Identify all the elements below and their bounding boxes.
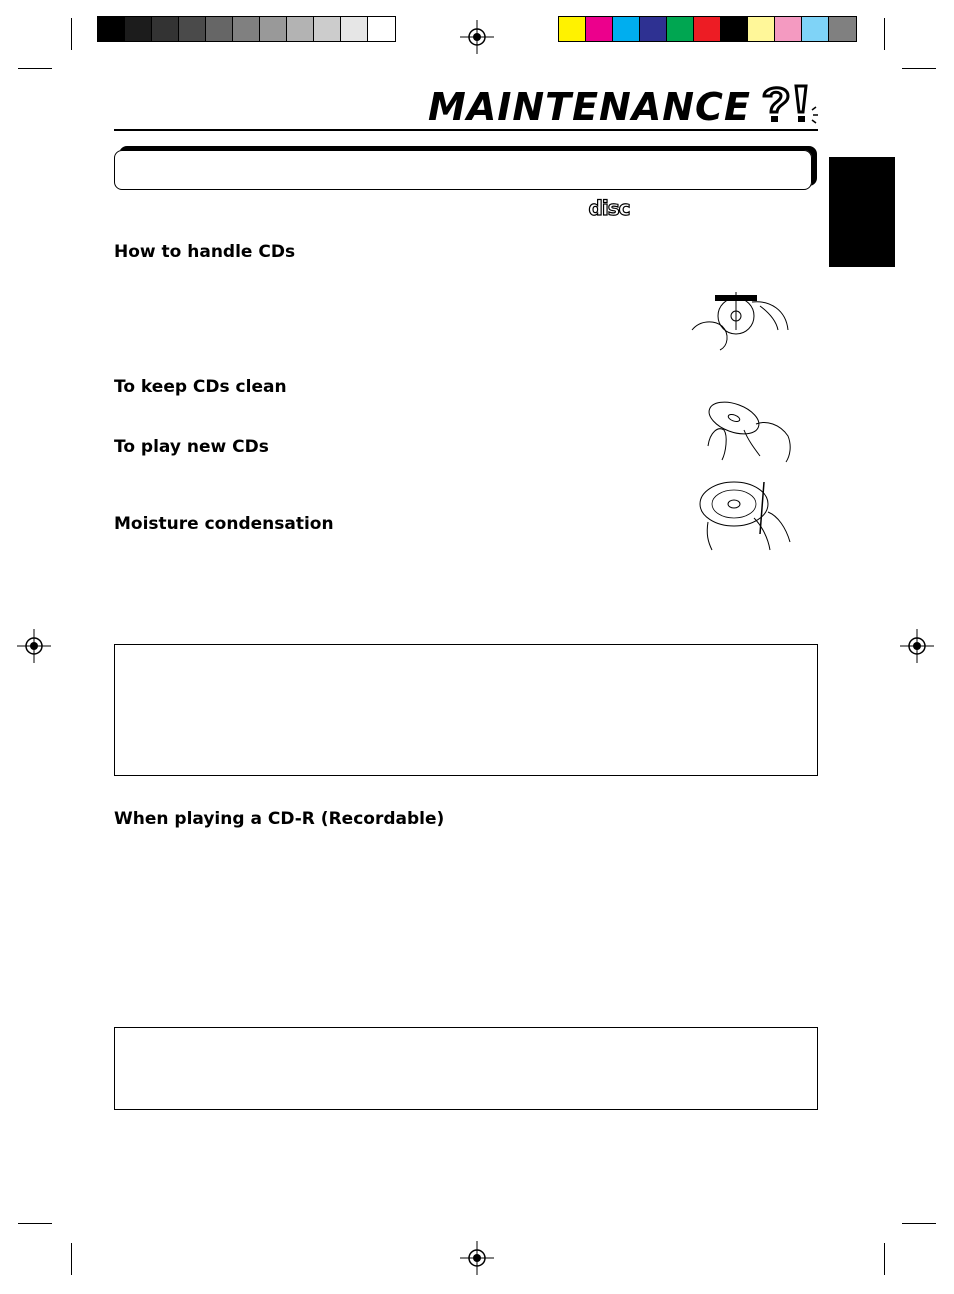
crop-mark <box>902 1223 936 1224</box>
crop-mark <box>71 1243 72 1275</box>
cd-new-disc-illustration-icon <box>698 478 794 552</box>
calibration-swatch <box>179 17 206 41</box>
note-box <box>114 644 818 776</box>
heading-new-cds: To play new CDs <box>114 437 269 457</box>
registration-mark-icon <box>460 1241 494 1275</box>
calibration-swatch <box>260 17 287 41</box>
registration-mark-icon <box>17 629 51 663</box>
calibration-swatch <box>586 17 613 41</box>
calibration-swatch <box>640 17 667 41</box>
calibration-swatch <box>314 17 341 41</box>
calibration-swatch <box>206 17 233 41</box>
calibration-swatch <box>559 17 586 41</box>
calibration-swatch <box>775 17 802 41</box>
heading-moisture: Moisture condensation <box>114 514 334 534</box>
calibration-swatch <box>233 17 260 41</box>
note-box <box>114 1027 818 1110</box>
crop-mark <box>884 18 885 50</box>
calibration-swatch <box>829 17 856 41</box>
registration-mark-icon <box>460 20 494 54</box>
crop-mark <box>884 1243 885 1275</box>
calibration-swatch <box>802 17 829 41</box>
crop-mark <box>18 1223 52 1224</box>
section-header-box <box>114 150 812 190</box>
registration-mark-icon <box>900 629 934 663</box>
crop-mark <box>902 68 936 69</box>
cd-cleaning-illustration-icon <box>704 396 794 464</box>
calibration-swatch <box>287 17 314 41</box>
crop-mark <box>71 18 72 50</box>
question-exclamation-icon <box>758 82 820 126</box>
color-calibration-bar <box>558 16 857 42</box>
heading-cdr: When playing a CD-R (Recordable) <box>114 809 445 829</box>
title-rule <box>114 129 818 131</box>
language-side-tab <box>829 157 895 267</box>
crop-mark <box>18 68 52 69</box>
grayscale-calibration-bar <box>97 16 396 42</box>
calibration-swatch <box>667 17 694 41</box>
calibration-swatch <box>152 17 179 41</box>
calibration-swatch <box>748 17 775 41</box>
calibration-swatch <box>613 17 640 41</box>
calibration-swatch <box>694 17 721 41</box>
calibration-swatch <box>125 17 152 41</box>
disc-logo-icon <box>584 196 634 220</box>
heading-handle-cds: How to handle CDs <box>114 242 296 262</box>
page-title: MAINTENANCE <box>428 85 751 129</box>
heading-keep-clean: To keep CDs clean <box>114 377 287 397</box>
calibration-swatch <box>341 17 368 41</box>
calibration-swatch <box>98 17 125 41</box>
calibration-swatch <box>368 17 395 41</box>
calibration-swatch <box>721 17 748 41</box>
cd-handling-illustration-icon <box>690 290 794 354</box>
disc-logo-text: disc <box>588 196 630 220</box>
